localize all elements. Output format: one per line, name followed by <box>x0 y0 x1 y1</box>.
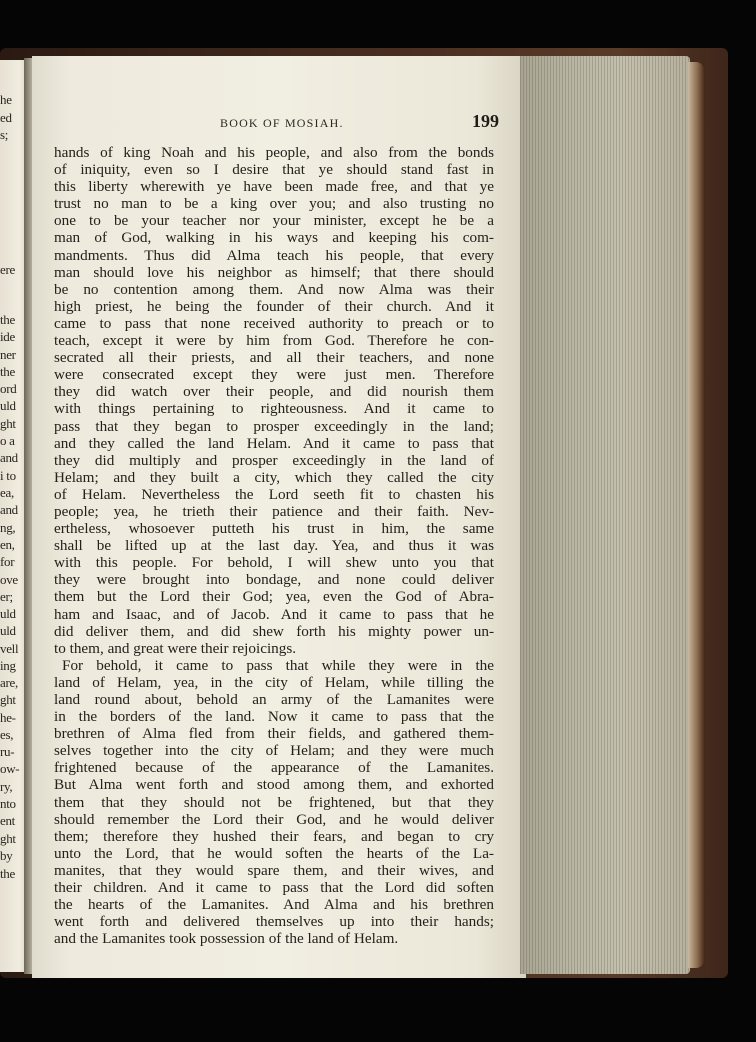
text-line: people; yea, he trieth their patience and their faith. Nev- <box>54 502 494 520</box>
left-page-line-fragment: ght <box>0 416 16 431</box>
text-line: should remember the Lord their God, and he would deliver <box>54 810 494 828</box>
text-line: Helam; and they built a city, which they called the city <box>54 468 494 486</box>
text-line: land round about, behold an army of the Lamanites were <box>54 691 494 708</box>
text-line: manites, that they would spare them, and their wives, and <box>54 861 494 879</box>
page-fore-edge <box>520 56 690 974</box>
text-line: mandments. Thus did Alma teach his people, that every <box>54 246 494 264</box>
text-line: to them, and great were their rejoicings. <box>54 639 297 657</box>
left-page-line-fragment: ow- <box>0 761 20 776</box>
left-page-line-fragment: es, <box>0 727 14 742</box>
left-page-line-fragment: and <box>0 502 18 517</box>
left-page-line-fragment: ed <box>0 110 12 125</box>
left-page-line-fragment: ord <box>0 381 17 396</box>
text-line: frightened because of the appearance of the Lamanites. <box>54 759 494 777</box>
left-page-line-fragment: s; <box>0 127 9 142</box>
text-line: came to pass that none received authority to preach or to <box>54 314 494 332</box>
left-page-line-fragment: er; <box>0 589 13 604</box>
text-line: man should love his neighbor as himself; that there should <box>54 263 494 281</box>
text-line: and they called the land Helam. And it came to pass that <box>54 434 494 452</box>
text-line: ertheless, whosoever putteth his trust in him, the same <box>54 520 494 538</box>
text-line: man of God, walking in his ways and keeping his com- <box>54 229 494 247</box>
left-page-line-fragment: the <box>0 312 15 327</box>
left-page-line-fragment: and <box>0 450 18 465</box>
text-line: shall be lifted up at the last day. Yea, and thus it was <box>54 537 494 555</box>
left-page-line-fragment: ght <box>0 692 16 707</box>
left-page-line-fragment: ove <box>0 572 18 587</box>
text-line: of iniquity, even so I desire that ye should stand fast in <box>54 161 494 179</box>
left-page-line-fragment: uld <box>0 623 16 638</box>
text-line: be no contention among them. And now Alma was their <box>54 280 494 298</box>
text-line: For behold, it came to pass that while they were in the <box>62 656 494 674</box>
text-line: with things pertaining to righteousness. And it came to <box>54 400 494 418</box>
left-page-line-fragment: o a <box>0 433 15 448</box>
left-page-line-fragment: ea, <box>0 485 14 500</box>
text-line: the hearts of the Lamanites. And Alma and his brethren <box>54 896 494 914</box>
text-line: one to be your teacher nor your minister, except he be a <box>54 212 494 230</box>
left-page-line-fragment: ner <box>0 347 16 362</box>
left-page-line-fragment: ere <box>0 262 15 277</box>
left-page-line-fragment: for <box>0 554 15 569</box>
left-page-line-fragment: ng, <box>0 520 16 535</box>
text-line: selves together into the city of Helam; and they were much <box>54 742 494 760</box>
text-line: they did watch over their people, and did nourish them <box>54 383 494 401</box>
text-line: unto the Lord, that he would soften the hearts of the La- <box>54 844 494 862</box>
text-line: teach, except it were by him from God. Therefore he con- <box>54 332 494 350</box>
text-line: this liberty wherewith ye have been made free, and that ye <box>54 178 494 196</box>
left-page-line-fragment: ru- <box>0 744 15 759</box>
text-line: and the Lamanites took possession of the land of Helam. <box>54 930 399 948</box>
left-page-line-fragment: ry, <box>0 779 13 794</box>
left-page-line-fragment: he- <box>0 710 16 725</box>
left-page-line-fragment: ing <box>0 658 16 673</box>
text-line: land of Helam, yea, in the city of Helam, while tilling the <box>54 673 494 691</box>
left-page-line-fragment: ent <box>0 813 15 828</box>
running-head: BOOK OF MOSIAH. <box>220 116 344 130</box>
text-line: secrated all their priests, and all their teachers, and none <box>54 349 494 367</box>
text-line: were consecrated except they were just men. Therefore <box>54 366 494 384</box>
text-line: with this people. For behold, I will shew unto you that <box>54 554 494 572</box>
right-page <box>32 56 526 978</box>
text-line: them; therefore they hushed their fears, and began to cry <box>54 827 494 845</box>
left-page-line-fragment: uld <box>0 398 16 413</box>
left-page-line-fragment: uld <box>0 606 16 621</box>
text-line: them that they should not be frightened, but that they <box>54 793 494 811</box>
text-line: brethren of Alma fled from their fields, and gathered them- <box>54 725 494 743</box>
text-line: did deliver them, and did shew forth his mighty power un- <box>54 622 494 640</box>
left-page-line-fragment: ght <box>0 831 16 846</box>
text-line: their children. And it came to pass that the Lord did soften <box>54 879 494 897</box>
text-line: But Alma went forth and stood among them, and exhorted <box>54 776 494 794</box>
left-page-line-fragment: nto <box>0 796 16 811</box>
page-number: 199 <box>472 111 499 131</box>
text-line: they did multiply and prosper exceedingly in the land of <box>54 451 494 469</box>
left-page-line-fragment: are, <box>0 675 18 690</box>
left-page-line-fragment: he <box>0 92 12 107</box>
text-line: pass that they began to prosper exceedingly in the land; <box>54 417 494 435</box>
cover-edge <box>688 62 704 968</box>
left-page-line-fragment: ide <box>0 329 15 344</box>
text-line: in the borders of the land. Now it came to pass that the <box>54 708 494 726</box>
text-line: them but the Lord their God; yea, even the God of Abra- <box>54 588 494 606</box>
left-page-line-fragment: the <box>0 364 15 379</box>
text-line: high priest, he being the founder of their church. And it <box>54 297 494 315</box>
left-page-line-fragment: the <box>0 866 15 881</box>
text-line: they were brought into bondage, and none could deliver <box>54 571 494 589</box>
left-page-line-fragment: en, <box>0 537 15 552</box>
text-line: went forth and delivered themselves up into their hands; <box>54 913 494 931</box>
text-line: trust no man to be a king over you; and also trusting no <box>54 195 494 213</box>
left-page-line-fragment: vell <box>0 641 19 656</box>
left-page-line-fragment: i to <box>0 468 16 483</box>
text-line: of Helam. Nevertheless the Lord seeth fit to chasten his <box>54 485 494 503</box>
text-line: hands of king Noah and his people, and also from the bonds <box>54 144 494 161</box>
left-page-line-fragment: by <box>0 848 13 863</box>
text-line: ham and Isaac, and of Jacob. And it came to pass that he <box>54 605 494 623</box>
body-text <box>54 144 494 947</box>
